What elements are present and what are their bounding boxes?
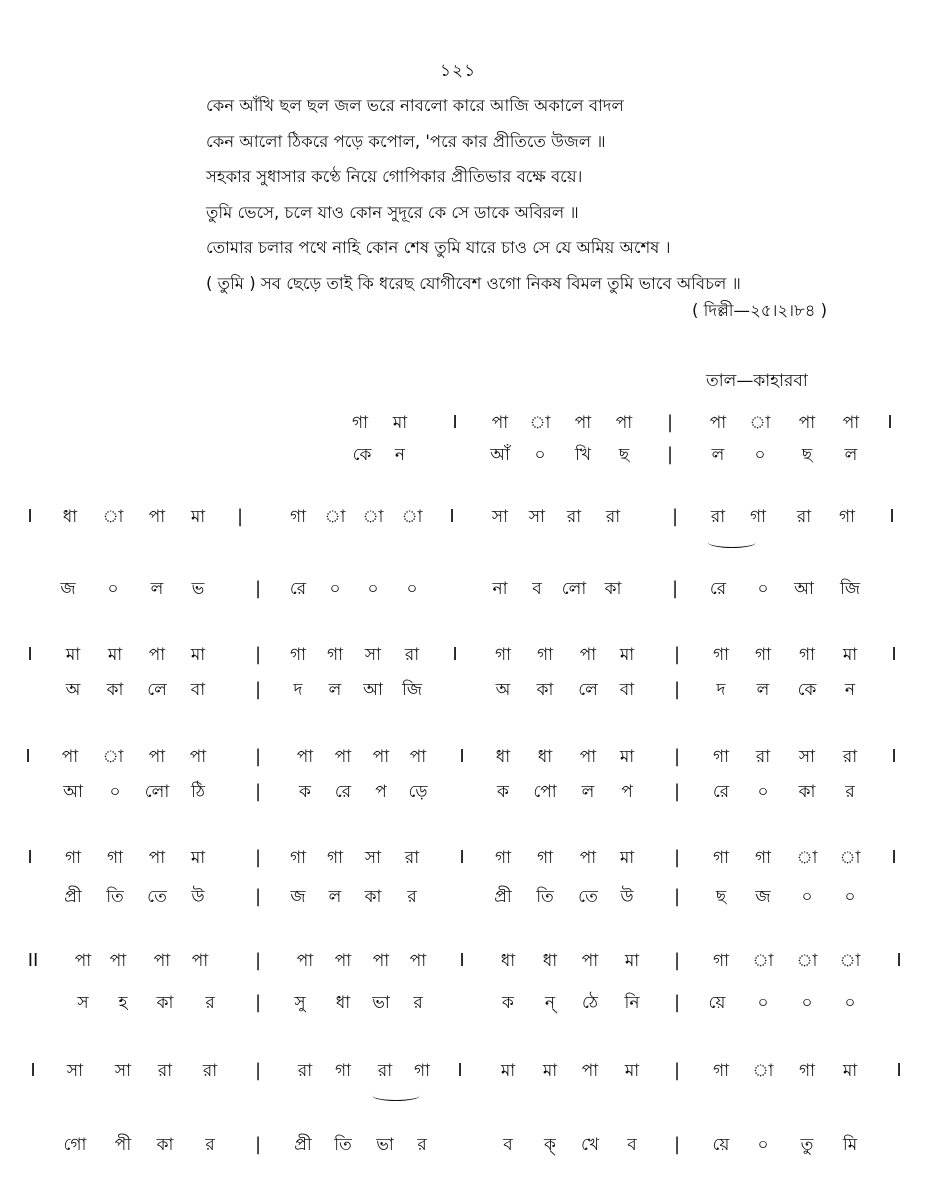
notation-cell: কা: [604, 579, 622, 599]
bar-line: I: [27, 847, 33, 868]
notation-cell: গা: [289, 507, 307, 527]
bar-line: I: [889, 506, 895, 527]
bar-line: |: [254, 746, 262, 767]
notation-cell: গা: [712, 645, 730, 665]
bar-line: |: [673, 1060, 681, 1081]
notation-cell: র: [417, 1135, 427, 1155]
notation-cell: মা: [190, 645, 206, 665]
notation-cell: া: [839, 848, 861, 868]
notation-cell: গা: [289, 645, 307, 665]
notation-cell: ছ: [715, 887, 727, 907]
bar-line: |: [671, 578, 679, 599]
notation-cell: পা: [148, 747, 166, 767]
notation-cell: কে: [352, 445, 372, 465]
notation-cell: তে: [147, 887, 167, 907]
bar-line: I: [452, 644, 458, 665]
notation-cell: কা: [106, 680, 124, 700]
notation-cell: বা: [619, 680, 635, 700]
bar-line: I: [891, 847, 897, 868]
notation-cell: গা: [712, 747, 730, 767]
bar-line: |: [254, 1060, 262, 1081]
notation-cell: কা: [364, 887, 382, 907]
notation-cell: া: [752, 1061, 774, 1081]
notation-cell: প্রী: [494, 887, 512, 907]
bar-line: I: [891, 746, 897, 767]
notation-cell: হ: [118, 993, 128, 1013]
notation-cell: অ: [65, 680, 81, 700]
notation-cell: মা: [842, 645, 858, 665]
bar-line: |: [254, 644, 262, 665]
notation-cell: গা: [351, 413, 369, 433]
notation-cell: পা: [581, 1061, 599, 1081]
notation-cell: গা: [64, 848, 82, 868]
notation-cell: ছ: [801, 445, 813, 465]
notation-cell: পা: [579, 645, 597, 665]
notation-cell: কা: [798, 782, 816, 802]
notation-cell: া: [362, 507, 384, 527]
notation-cell: ল: [328, 887, 342, 907]
notation-cell: া: [529, 413, 551, 433]
notation-cell: ০: [757, 579, 769, 599]
notation-cell: না: [492, 579, 508, 599]
notation-cell: ল: [711, 445, 725, 465]
notation-cell: পা: [296, 747, 314, 767]
bar-line: |: [673, 992, 681, 1013]
notation-cell: ০: [757, 782, 769, 802]
notation-cell: রা: [605, 507, 621, 527]
notation-cell: তি: [536, 887, 554, 907]
notation-cell: র: [205, 1135, 215, 1155]
notation-cell: গা: [754, 848, 772, 868]
slur-mark: [372, 1090, 420, 1101]
notation-cell: কা: [156, 1135, 174, 1155]
notation-cell: গা: [536, 645, 554, 665]
notation-cell: সা: [114, 1061, 132, 1081]
notation-cell: পা: [109, 951, 127, 971]
notation-cell: তে: [578, 887, 598, 907]
notation-cell: আ: [63, 782, 83, 802]
bar-line: I: [457, 1060, 463, 1081]
bar-line: I: [30, 1060, 36, 1081]
notation-cell: তি: [334, 1135, 352, 1155]
notation-cell: ছ: [618, 445, 630, 465]
notation-cell: মা: [619, 645, 635, 665]
bar-line: |: [254, 578, 262, 599]
poem-line: তোমার চলার পথে নাহি কোন শেষ তুমি যারে চাও সে যে অমিয় অশেষ ।: [206, 238, 671, 257]
notation-cell: রা: [566, 507, 582, 527]
bar-line: I: [459, 746, 465, 767]
bar-line: |: [254, 950, 262, 971]
notation-cell: পা: [581, 951, 599, 971]
notation-cell: পা: [491, 413, 509, 433]
notation-cell: পা: [334, 747, 352, 767]
notation-cell: ন: [394, 445, 406, 465]
notation-cell: রে: [289, 579, 307, 599]
notation-cell: ল: [328, 680, 342, 700]
bar-line: I: [27, 644, 33, 665]
bar-line: I: [459, 950, 465, 971]
notation-cell: গা: [754, 645, 772, 665]
notation-cell: জ: [755, 887, 771, 907]
notation-cell: রে: [334, 782, 352, 802]
notation-cell: বা: [190, 680, 206, 700]
notation-cell: রা: [755, 747, 771, 767]
notation-cell: তু: [800, 1135, 814, 1155]
bar-line: |: [673, 886, 681, 907]
notation-cell: নি: [624, 993, 640, 1013]
notation-cell: প: [375, 782, 387, 802]
bar-line: I: [25, 746, 31, 767]
notation-cell: ০: [844, 887, 856, 907]
notation-cell: গা: [494, 645, 512, 665]
notation-cell: আ: [363, 680, 383, 700]
bar-line: I: [896, 950, 902, 971]
notation-cell: য়ে: [712, 1135, 730, 1155]
bar-line: |: [254, 886, 262, 907]
notation-cell: ঠে: [582, 993, 598, 1013]
notation-cell: ভ: [191, 579, 205, 599]
poem-line: ( তুমি ) সব ছেড়ে তাই কি ধরেছ যোগীবেশ ওগো নিকষ বিমল তুমি ভাবে অবিচল ॥: [206, 273, 741, 293]
notation-cell: মা: [542, 1061, 558, 1081]
poem-line: কেন আলো ঠিকরে পড়ে কপোল, 'পরে কার প্রীতিতে উজল ॥: [206, 131, 606, 151]
bar-line: |: [254, 992, 262, 1013]
bar-line: I: [887, 412, 893, 433]
notation-cell: সু: [294, 993, 306, 1013]
notation-cell: ০: [801, 887, 813, 907]
notation-cell: ধা: [537, 747, 553, 767]
notation-cell: ধা: [500, 951, 516, 971]
notation-cell: গা: [289, 848, 307, 868]
notation-cell: প: [621, 782, 633, 802]
notation-cell: পা: [842, 413, 860, 433]
notation-cell: সা: [528, 507, 546, 527]
notation-cell: জি: [839, 579, 861, 599]
bar-line: I: [891, 644, 897, 665]
notation-cell: পা: [409, 951, 427, 971]
notation-cell: পা: [372, 747, 390, 767]
notation-cell: গা: [712, 1061, 730, 1081]
bar-line: |: [254, 847, 262, 868]
notation-cell: ড়ে: [408, 782, 428, 802]
bar-line: |: [671, 506, 679, 527]
notation-cell: পা: [148, 645, 166, 665]
notation-cell: ব: [627, 1135, 637, 1155]
notation-cell: গা: [749, 507, 767, 527]
notation-cell: গা: [334, 1061, 352, 1081]
notation-cell: ল: [756, 680, 770, 700]
notation-cell: লে: [578, 680, 598, 700]
bar-line: |: [254, 1134, 262, 1155]
bar-line: II: [27, 950, 39, 971]
notation-cell: খি: [574, 445, 592, 465]
notation-cell: পা: [574, 413, 592, 433]
poem-line: কেন আঁখি ছল ছল জল ভরে নাবলো কারে আজি অকালে বাদল: [206, 96, 624, 115]
notation-cell: স: [77, 993, 89, 1013]
notation-cell: ব: [503, 1135, 513, 1155]
notation-cell: জি: [401, 680, 423, 700]
notation-cell: া: [102, 747, 124, 767]
bar-line: |: [666, 412, 674, 433]
notation-cell: আঁ: [490, 445, 510, 465]
notation-cell: ক্: [544, 1135, 556, 1155]
notation-cell: গা: [536, 848, 554, 868]
notation-cell: ল: [581, 782, 595, 802]
poem-line: সহকার সুধাসার কণ্ঠে নিয়ে গোপিকার প্রীতিভার বক্ষে বয়ে।: [206, 167, 583, 186]
notation-cell: ধা: [542, 951, 558, 971]
notation-cell: পা: [189, 747, 207, 767]
bar-line: |: [673, 781, 681, 802]
notation-cell: র: [407, 887, 417, 907]
notation-cell: গা: [838, 507, 856, 527]
notation-cell: পো: [533, 782, 557, 802]
notation-cell: ল: [844, 445, 858, 465]
notation-cell: কা: [156, 993, 174, 1013]
notation-cell: কে: [797, 680, 817, 700]
notation-cell: অ: [495, 680, 511, 700]
notation-cell: া: [796, 848, 818, 868]
bar-line: I: [452, 412, 458, 433]
bar-line: |: [254, 781, 262, 802]
bar-line: I: [449, 506, 455, 527]
notation-cell: রা: [297, 1061, 313, 1081]
bar-line: I: [459, 847, 465, 868]
notation-cell: া: [324, 507, 346, 527]
notation-cell: উ: [191, 887, 205, 907]
slur-mark: [708, 537, 756, 548]
notation-cell: ০: [534, 445, 546, 465]
notation-cell: মা: [190, 848, 206, 868]
notation-cell: পা: [372, 951, 390, 971]
bar-line: |: [254, 679, 262, 700]
notation-cell: পা: [74, 951, 92, 971]
bar-line: I: [896, 1060, 902, 1081]
notation-cell: রা: [404, 848, 420, 868]
notation-cell: রা: [157, 1061, 173, 1081]
notation-cell: পা: [579, 848, 597, 868]
notation-cell: ০: [757, 993, 769, 1013]
notation-cell: গা: [712, 951, 730, 971]
notation-cell: পা: [579, 747, 597, 767]
notation-cell: সা: [364, 645, 382, 665]
bar-line: |: [673, 746, 681, 767]
notation-cell: া: [839, 951, 861, 971]
notation-cell: প্রী: [294, 1135, 312, 1155]
bar-line: |: [673, 679, 681, 700]
notation-cell: গো: [63, 1135, 87, 1155]
notation-cell: মা: [619, 747, 635, 767]
page-number: ১২১: [440, 61, 477, 81]
notation-cell: া: [401, 507, 423, 527]
notation-cell: গা: [494, 848, 512, 868]
notation-cell: ঠি: [191, 782, 205, 802]
notation-cell: পা: [148, 848, 166, 868]
notation-cell: উ: [620, 887, 634, 907]
notation-cell: র: [205, 993, 215, 1013]
notation-cell: য়ে: [708, 993, 726, 1013]
notation-cell: মি: [842, 1135, 858, 1155]
notation-cell: পী: [114, 1135, 132, 1155]
notation-cell: ০: [754, 445, 766, 465]
notation-cell: রা: [377, 1061, 393, 1081]
notation-cell: া: [749, 413, 771, 433]
notation-cell: ক: [497, 782, 509, 802]
notation-cell: ০: [367, 579, 379, 599]
notation-cell: গা: [798, 645, 816, 665]
notation-cell: লে: [147, 680, 167, 700]
notation-cell: কা: [536, 680, 554, 700]
notation-cell: ০: [844, 993, 856, 1013]
bar-line: |: [673, 644, 681, 665]
notation-cell: ০: [801, 993, 813, 1013]
notation-cell: গা: [106, 848, 124, 868]
notation-cell: ধা: [62, 507, 78, 527]
notation-cell: া: [796, 951, 818, 971]
notation-cell: দ: [716, 680, 726, 700]
notation-cell: রা: [796, 507, 812, 527]
notation-cell: র: [845, 782, 855, 802]
bar-line: I: [27, 506, 33, 527]
notation-cell: ব: [532, 579, 542, 599]
notation-cell: ০: [107, 579, 119, 599]
notation-cell: মা: [842, 1061, 858, 1081]
notation-cell: মা: [107, 645, 123, 665]
notation-cell: পা: [148, 507, 166, 527]
notation-cell: ন্: [544, 993, 556, 1013]
notation-cell: পা: [709, 413, 727, 433]
notation-cell: সা: [364, 848, 382, 868]
notation-cell: পা: [334, 951, 352, 971]
notation-cell: গা: [326, 848, 344, 868]
notation-cell: ন: [844, 680, 856, 700]
notation-cell: খে: [580, 1135, 600, 1155]
notation-cell: রে: [709, 579, 727, 599]
bar-line: |: [673, 950, 681, 971]
poem-line: তুমি ভেসে, চলে যাও কোন সুদূরে কে সে ডাকে অবিরল ॥: [206, 202, 579, 222]
notation-cell: পা: [409, 747, 427, 767]
notation-cell: া: [102, 507, 124, 527]
notation-cell: তি: [106, 887, 124, 907]
notation-cell: পা: [61, 747, 79, 767]
notation-cell: ০: [406, 579, 418, 599]
notation-cell: মা: [500, 1061, 516, 1081]
notation-cell: মা: [190, 507, 206, 527]
notation-cell: া: [752, 951, 774, 971]
notation-cell: ০: [109, 782, 121, 802]
notation-cell: গা: [413, 1061, 431, 1081]
notation-cell: দ: [293, 680, 303, 700]
notation-cell: সা: [491, 507, 509, 527]
notation-cell: মা: [392, 413, 408, 433]
place-date-signature: ( দিল্লী—২৫।২।৮৪ ): [692, 301, 828, 320]
notation-cell: ক: [502, 993, 514, 1013]
taal-heading: তাল—কাহারবা: [706, 371, 808, 391]
notation-cell: পা: [615, 413, 633, 433]
notation-cell: পা: [296, 951, 314, 971]
notation-cell: লো: [144, 782, 170, 802]
bar-line: |: [673, 847, 681, 868]
notation-cell: পা: [191, 951, 209, 971]
notation-cell: ক: [299, 782, 311, 802]
notation-cell: র: [413, 993, 423, 1013]
notation-cell: রা: [710, 507, 726, 527]
notation-cell: গা: [326, 645, 344, 665]
notation-cell: রা: [202, 1061, 218, 1081]
notation-cell: পা: [153, 951, 171, 971]
bar-line: |: [666, 444, 674, 465]
notation-cell: গা: [798, 1061, 816, 1081]
notation-cell: পা: [798, 413, 816, 433]
notation-cell: ০: [329, 579, 341, 599]
notation-cell: ০: [757, 1135, 769, 1155]
notation-cell: রা: [404, 645, 420, 665]
notation-cell: জ: [60, 579, 76, 599]
notation-cell: আ: [794, 579, 814, 599]
notation-cell: ভা: [376, 1135, 394, 1155]
notation-cell: মা: [619, 848, 635, 868]
bar-line: |: [673, 1134, 681, 1155]
notation-cell: ধা: [335, 993, 351, 1013]
notation-cell: সা: [66, 1061, 84, 1081]
notation-cell: মা: [624, 1061, 640, 1081]
notation-cell: মা: [65, 645, 81, 665]
notation-cell: রা: [842, 747, 858, 767]
notation-cell: ধা: [495, 747, 511, 767]
notation-cell: প্রী: [64, 887, 82, 907]
notation-cell: লো: [561, 579, 587, 599]
notation-cell: গা: [712, 848, 730, 868]
notation-cell: রে: [712, 782, 730, 802]
notation-cell: ভা: [372, 993, 390, 1013]
notation-cell: ল: [150, 579, 164, 599]
notation-cell: সা: [798, 747, 816, 767]
notation-cell: মা: [624, 951, 640, 971]
bar-line: |: [236, 506, 244, 527]
notation-cell: জ: [290, 887, 306, 907]
